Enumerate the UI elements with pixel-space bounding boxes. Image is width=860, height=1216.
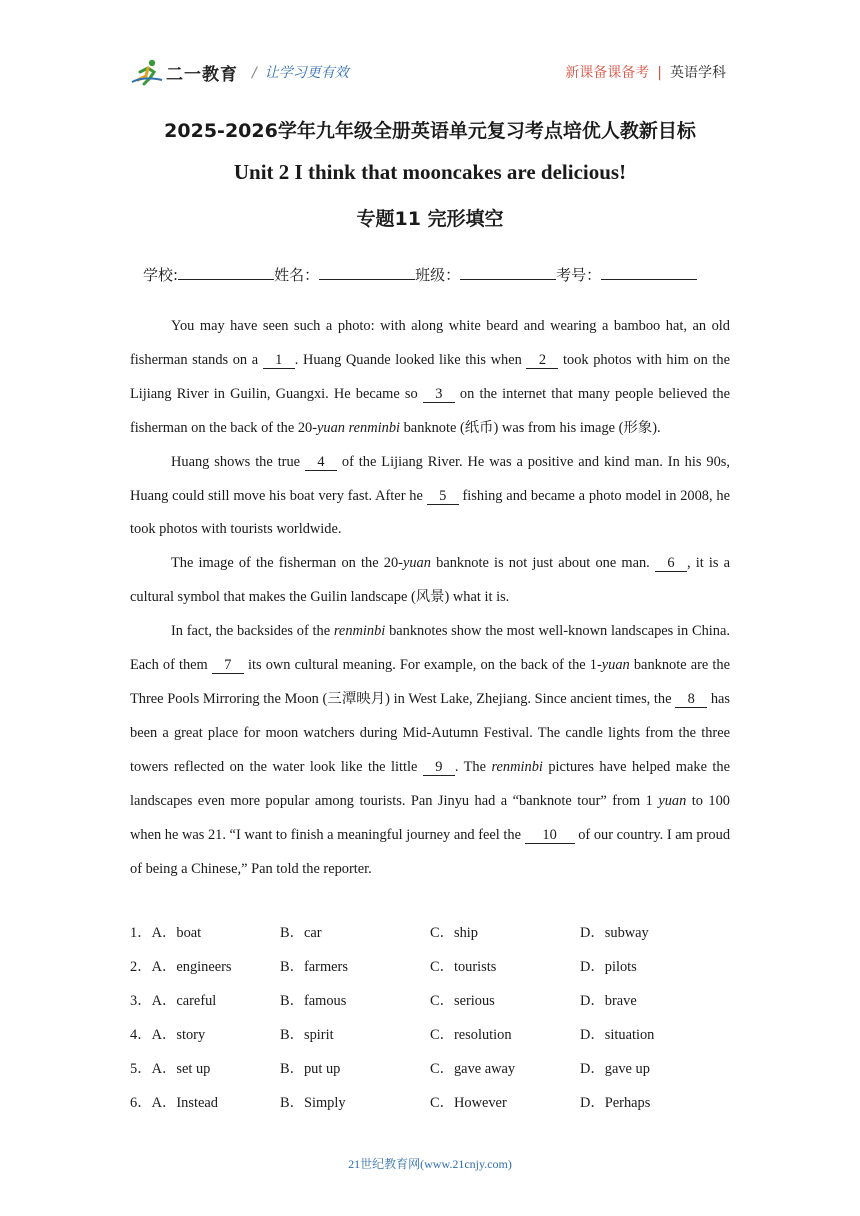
text: pictures have helped make the landscapes even more popular among tourists. Pan Jinyu had a “banknote tour” from 1 [130, 758, 731, 809]
student-info-line [143, 264, 697, 285]
option-d[interactable]: D．subway [580, 925, 649, 942]
option-c[interactable]: C．resolution [430, 1027, 512, 1044]
option-c[interactable]: C．tourists [430, 959, 497, 976]
option-d[interactable]: D．Perhaps [580, 1094, 651, 1111]
option-c[interactable]: C．ship [430, 925, 478, 942]
option-c[interactable]: C．However [430, 1094, 507, 1111]
text: banknote is not just about one man. [430, 555, 655, 572]
blank-7[interactable]: 7 [212, 657, 244, 674]
text: banknotes show the most well-known landscapes in China. Each of them [130, 623, 730, 674]
blank-8[interactable]: 8 [675, 691, 707, 708]
subject-tag: 英语学科 [670, 65, 726, 81]
option-a[interactable]: 3．A．careful [130, 993, 217, 1010]
question-3-options [130, 983, 730, 1017]
slogan: / 让学习更有效 [252, 65, 349, 81]
option-d[interactable]: D．gave up [580, 1061, 650, 1077]
school-blank[interactable] [178, 264, 274, 280]
runner-logo-icon [130, 58, 164, 86]
option-d[interactable]: D．pilots [580, 959, 637, 976]
paragraph-2 [130, 446, 730, 548]
text: its own cultural meaning. For example, on the back of the 1- [243, 657, 602, 674]
paragraph-3 [130, 547, 730, 615]
option-a[interactable]: 2．A．engineers [130, 959, 232, 976]
text: . The [454, 758, 492, 775]
blank-3[interactable]: 3 [423, 386, 455, 403]
question-1-options [130, 915, 730, 949]
option-a[interactable]: 5．A．set up [130, 1061, 211, 1077]
option-c[interactable]: C．serious [430, 993, 495, 1010]
option-d[interactable]: D．brave [580, 993, 637, 1010]
option-d[interactable]: D．situation [580, 1027, 655, 1044]
text: on the internet that many people believed the fisherman on the back of the 20- [130, 385, 730, 436]
school-label: 学校: [143, 266, 179, 284]
class-blank[interactable] [460, 264, 556, 280]
text: Huang shows the true [171, 453, 305, 470]
text: of the Lijiang River. He was a positive and kind man. In his 90s, Huang could still move his boat very fast. After he [130, 453, 730, 504]
page-header [130, 56, 730, 88]
name-blank[interactable] [319, 264, 415, 280]
text: took photos with him on the Lijiang River in Guilin, Guangxi. He became so [130, 351, 731, 402]
italic-text: renminbi [333, 623, 386, 640]
italic-text: yuan [601, 657, 630, 674]
italic-text: renminbi [491, 758, 543, 775]
text: of our country. I am proud of being a Chinese,” Pan told the reporter. [130, 826, 731, 877]
blank-5[interactable]: 5 [427, 488, 459, 505]
paragraph-4 [130, 615, 730, 886]
text: has been a great place for moon watchers during Mid-Autumn Festival. The candle lights from the three towers reflected on the water look like the little [130, 690, 731, 775]
answer-options [130, 915, 730, 1118]
exam-no-label: 考号： [556, 266, 602, 284]
cloze-passage [130, 310, 730, 886]
text: banknote are the Three Pools Mirroring the Moon (三潭映月) in West Lake, Zhejiang. Since ancient times, the [130, 657, 730, 707]
unit-title: Unit 2 I think that mooncakes are delicious! [233, 160, 627, 184]
option-b[interactable]: B．put up [280, 1061, 341, 1077]
option-b[interactable]: B．spirit [280, 1027, 334, 1044]
option-b[interactable]: B．farmers [280, 959, 348, 976]
text: to 100 when he was 21. “I want to finish a meaningful journey and feel the [130, 792, 730, 843]
blank-4[interactable]: 4 [305, 454, 337, 471]
text: In fact, the backsides of the [171, 623, 334, 640]
blank-10[interactable]: 10 [525, 827, 575, 844]
tag-separator: | [657, 65, 662, 81]
italic-text: yuan [658, 792, 687, 809]
option-a[interactable]: 1．A．boat [130, 925, 202, 942]
text: . Huang Quande looked like this when [294, 351, 527, 368]
logo [130, 58, 238, 86]
question-6-options [130, 1084, 730, 1118]
page-title: 2025-2026学年九年级全册英语单元复习考点培优人教新目标 [164, 120, 696, 142]
text: fishing and became a photo model in 2008, he took photos with tourists worldwide. [130, 487, 730, 538]
question-2-options [130, 949, 730, 983]
question-5-options [130, 1051, 730, 1085]
blank-9[interactable]: 9 [423, 759, 455, 776]
paragraph-1 [130, 310, 730, 446]
option-c[interactable]: C．gave away [430, 1061, 516, 1077]
page-footer[interactable]: 21世纪教育网(www.21cnjy.com) [348, 1157, 512, 1171]
logo-text: 二一教育 [166, 64, 238, 85]
italic-text: yuan renminbi [317, 419, 401, 436]
text: , it is a cultural symbol that makes the Guilin landscape (风景) what it is. [130, 555, 731, 606]
option-b[interactable]: B．Simply [280, 1094, 346, 1111]
blank-6[interactable]: 6 [655, 555, 687, 572]
text: You may have seen such a photo: with along white beard and wearing a bamboo hat, an old fisherman stands on a [130, 318, 730, 368]
slogan-text: 让学习更有效 [264, 65, 349, 81]
question-4-options [130, 1017, 730, 1051]
option-a[interactable]: 4．A．story [130, 1027, 206, 1044]
option-b[interactable]: B．car [280, 925, 322, 942]
text: banknote (纸币) was from his image (形象). [400, 419, 661, 436]
text: The image of the fisherman on the 20- [171, 555, 403, 572]
course-tag: 新课备课备考 [565, 65, 650, 81]
blank-1[interactable]: 1 [263, 352, 295, 369]
header-tags [565, 62, 726, 82]
class-label: 班级： [415, 266, 461, 284]
option-a[interactable]: 6．A．Instead [130, 1094, 218, 1111]
exam-no-blank[interactable] [601, 264, 697, 280]
blank-2[interactable]: 2 [526, 352, 558, 369]
italic-text: yuan [402, 555, 431, 572]
name-label: 姓名： [274, 266, 320, 284]
topic-title: 专题11 完形填空 [356, 208, 504, 230]
option-b[interactable]: B．famous [280, 993, 347, 1010]
